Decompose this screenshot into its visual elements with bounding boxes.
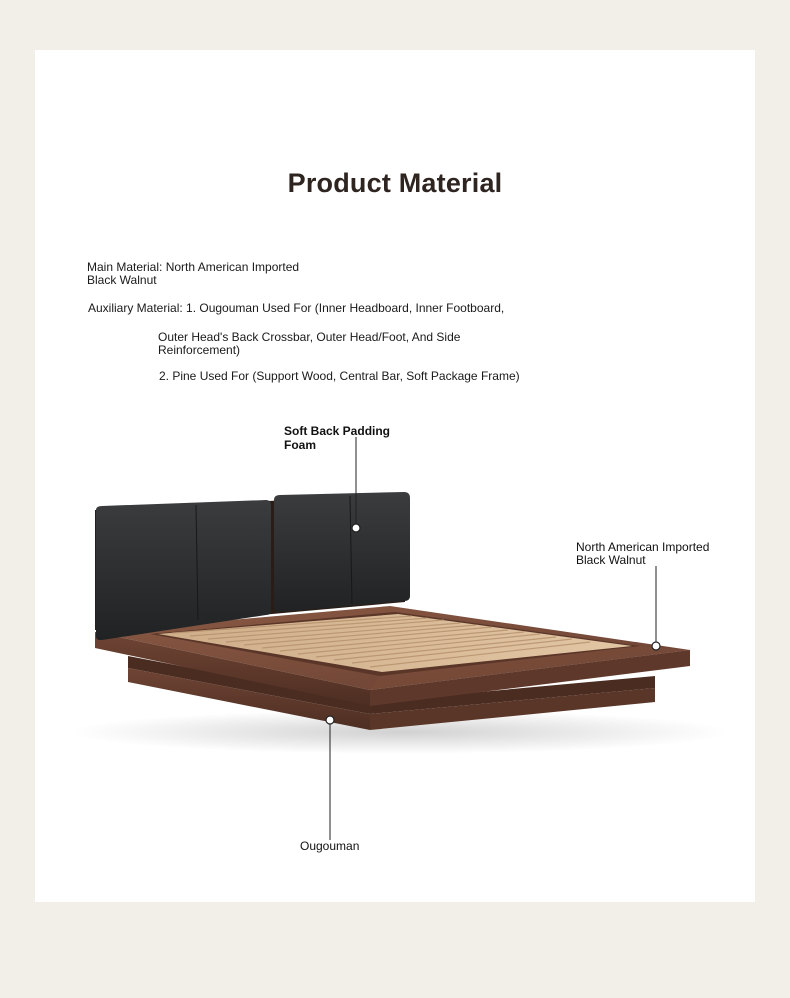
page-title: Product Material	[287, 168, 503, 198]
auxiliary-material-line-3: Reinforcement)	[158, 343, 241, 357]
main-material-line-1: Main Material: North American Imported	[87, 260, 300, 274]
auxiliary-material-line-4: 2. Pine Used For (Support Wood, Central Bar, Soft Package Frame)	[159, 369, 520, 383]
main-material-line-2: Black Walnut	[87, 273, 157, 287]
ougouman-callout-dot	[326, 716, 334, 724]
auxiliary-material-line-2: Outer Head's Back Crossbar, Outer Head/Foot, And Side	[158, 330, 461, 344]
auxiliary-material-line-1: Auxiliary Material: 1. Ougouman Used For (Inner Headboard, Inner Footboard,	[88, 301, 505, 315]
foam-callout-dot	[352, 524, 360, 532]
walnut-label-line-2: Black Walnut	[576, 553, 646, 567]
walnut-label-line-1: North American Imported	[576, 540, 710, 554]
foam-label-line-1: Soft Back Padding	[284, 424, 391, 438]
walnut-callout-dot	[652, 642, 660, 650]
foam-label-line-2: Foam	[284, 438, 317, 452]
ougouman-label: Ougouman	[300, 839, 360, 853]
